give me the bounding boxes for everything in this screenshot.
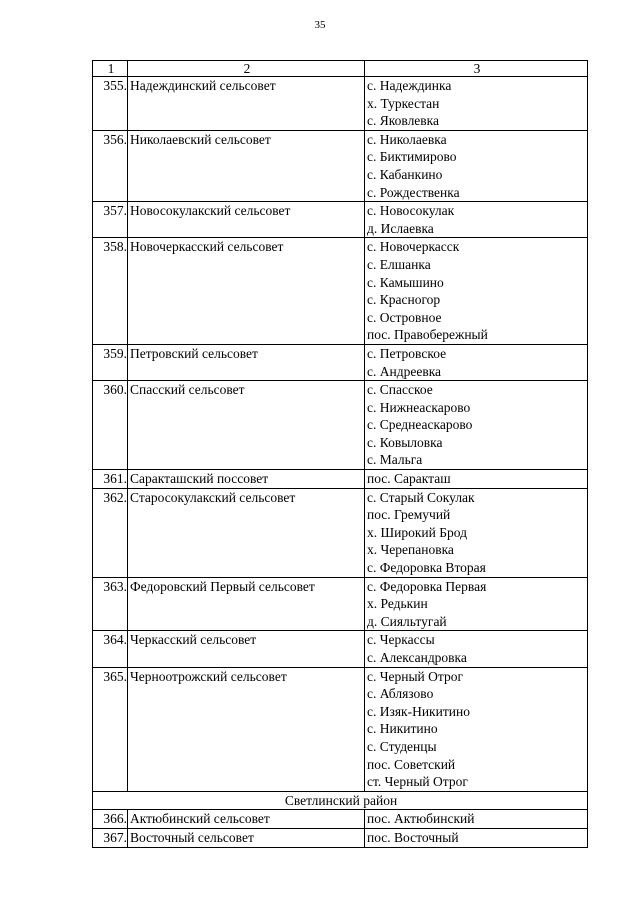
settlement-item: ст. Черный Отрог [367,774,468,790]
settlements-cell [365,470,588,489]
section-row [93,791,588,810]
council-name: Черкасский сельсовет [128,631,365,667]
settlement-item: с. Биктимирово [367,149,457,165]
settlements-cell [365,577,588,631]
table-row [93,344,588,380]
settlement-item: с. Николаевка [367,131,447,147]
row-number: 357. [93,202,128,238]
row-number: 364. [93,631,128,667]
table-row [93,577,588,631]
settlement-item: с. Среднеаскарово [367,417,473,433]
page-number: 35 [314,19,326,31]
council-name: Актюбинский сельсовет [128,810,365,829]
row-number: 365. [93,667,128,791]
settlement-item: с. Елшанка [367,256,431,272]
council-name: Восточный сельсовет [128,828,365,847]
settlement-item: с. Надеждинка [367,78,452,93]
table-row [93,488,588,577]
settlement-item: с. Никитино [367,721,438,737]
council-name: Федоровский Первый сельсовет [128,577,365,631]
settlement-item: с. Старый Сокулак [367,489,475,505]
settlement-item: с. Черный Отрог [367,668,464,684]
settlement-item: х. Широкий Брод [367,524,467,540]
settlement-item: пос. Гремучий [367,507,451,523]
section-title: Светлинский район [93,791,588,810]
column-header-number: 1 [93,61,128,77]
settlements-cell [365,810,588,829]
table-row [93,828,588,847]
settlements-cell [365,77,588,131]
settlement-item: с. Изяк-Никитино [367,703,470,719]
council-name: Николаевский сельсовет [128,130,365,201]
settlement-item: д. Сияльтугай [367,613,447,629]
settlement-item: с. Новочеркасск [367,239,460,255]
settlements-cell [365,130,588,201]
council-name: Саракташский поссовет [128,470,365,489]
settlement-item: с. Яковлевка [367,113,440,129]
settlements-cell [365,238,588,345]
settlement-item: пос. Саракташ [367,471,451,487]
settlement-item: с. Мальга [367,452,423,468]
column-header-council: 2 [128,61,365,77]
settlement-item: с. Аблязово [367,686,434,702]
settlements-cell [365,631,588,667]
settlement-item: пос. Советский [367,756,456,772]
settlements-cell [365,202,588,238]
settlement-item: с. Новосокулак [367,203,455,219]
settlement-item: с. Спасское [367,382,433,398]
row-number: 361. [93,470,128,489]
settlement-item: д. Ислаевка [367,220,434,236]
settlement-item: с. Черкассы [367,632,435,648]
settlement-item: с. Камышино [367,274,444,290]
council-name: Старосокулакский сельсовет [128,488,365,577]
column-header-settlements: 3 [365,61,588,77]
council-name: Спасский сельсовет [128,381,365,470]
settlement-item: с. Андреевка [367,363,442,379]
settlement-item: х. Редькин [367,596,428,612]
settlement-item: с. Петровское [367,345,447,361]
settlement-item: с. Островное [367,309,442,325]
table-header-row [93,61,588,77]
settlement-item: х. Туркестан [367,95,440,111]
council-name: Надеждинский сельсовет [128,77,365,131]
settlement-item: с. Федоровка Вторая [367,560,486,576]
settlements-cell [365,344,588,380]
settlement-item: пос. Восточный [367,829,459,845]
row-number: 366. [93,810,128,829]
table-row [93,810,588,829]
row-number: 362. [93,488,128,577]
council-name: Петровский сельсовет [128,344,365,380]
row-number: 360. [93,381,128,470]
row-number: 359. [93,344,128,380]
table-row [93,470,588,489]
settlement-item: с. Ковыловка [367,434,443,450]
settlements-cell [365,381,588,470]
council-name: Новочеркасский сельсовет [128,238,365,345]
row-number: 367. [93,828,128,847]
settlement-item: с. Кабанкино [367,166,443,182]
row-number: 356. [93,130,128,201]
settlements-cell [365,488,588,577]
settlement-item: пос. Актюбинский [367,811,475,827]
settlements-cell [365,828,588,847]
table-row [93,631,588,667]
settlement-item: с. Студенцы [367,738,437,754]
table-row [93,130,588,201]
settlements-table [92,60,588,848]
settlements-cell [365,667,588,791]
settlement-item: с. Рождественка [367,184,460,200]
council-name: Новосокулакский сельсовет [128,202,365,238]
settlement-item: х. Черепановка [367,542,454,558]
table-row [93,77,588,131]
row-number: 358. [93,238,128,345]
settlement-item: с. Нижнеаскарово [367,399,471,415]
settlement-item: пос. Правобережный [367,327,488,343]
table-row [93,381,588,470]
table-row [93,202,588,238]
row-number: 363. [93,577,128,631]
table-row [93,238,588,345]
settlement-item: с. Александровка [367,650,467,665]
settlement-item: с. Красногор [367,292,441,308]
table-body [93,77,588,848]
settlement-item: с. Федоровка Первая [367,578,487,594]
row-number: 355. [93,77,128,131]
table-row [93,667,588,791]
council-name: Черноотрожский сельсовет [128,667,365,791]
